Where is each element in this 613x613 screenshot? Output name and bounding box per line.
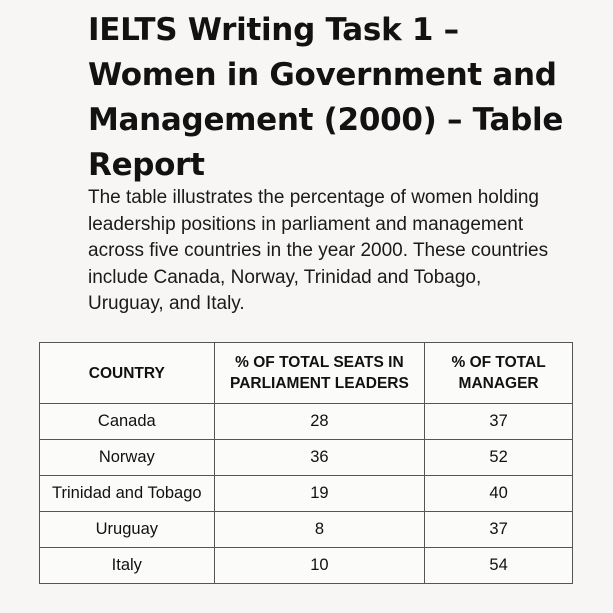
manager-cell: 37 xyxy=(425,404,573,440)
manager-cell: 54 xyxy=(425,548,573,584)
table-row xyxy=(40,440,573,476)
country-cell: Uruguay xyxy=(40,512,215,548)
table-row xyxy=(40,512,573,548)
parliament-cell: 28 xyxy=(214,404,425,440)
table-row xyxy=(40,476,573,512)
parliament-cell: 19 xyxy=(214,476,425,512)
country-cell: Italy xyxy=(40,548,215,584)
page-title: IELTS Writing Task 1 – Women in Government and Management (2000) – Table Report xyxy=(88,12,564,183)
manager-cell: 40 xyxy=(425,476,573,512)
manager-cell: 37 xyxy=(425,512,573,548)
parliament-cell: 10 xyxy=(214,548,425,584)
column-header-manager: % OF TOTAL MANAGER xyxy=(425,343,573,404)
column-header-country: COUNTRY xyxy=(40,343,215,404)
intro-paragraph: The table illustrates the percentage of women holding leadership positions in parliament and management across five countries in the year 2000. These countries include Canada, Norway, Trinidad and Tobago, Uruguay, and Italy. xyxy=(88,187,549,314)
manager-cell: 52 xyxy=(425,440,573,476)
parliament-cell: 8 xyxy=(214,512,425,548)
table-row xyxy=(40,548,573,584)
country-cell: Canada xyxy=(40,404,215,440)
column-header-parliament: % OF TOTAL SEATS IN PARLIAMENT LEADERS xyxy=(214,343,425,404)
parliament-cell: 36 xyxy=(214,440,425,476)
data-table xyxy=(39,342,573,584)
table-row xyxy=(40,404,573,440)
country-cell: Trinidad and Tobago xyxy=(40,476,215,512)
country-cell: Norway xyxy=(40,440,215,476)
table-header-row xyxy=(40,343,573,404)
